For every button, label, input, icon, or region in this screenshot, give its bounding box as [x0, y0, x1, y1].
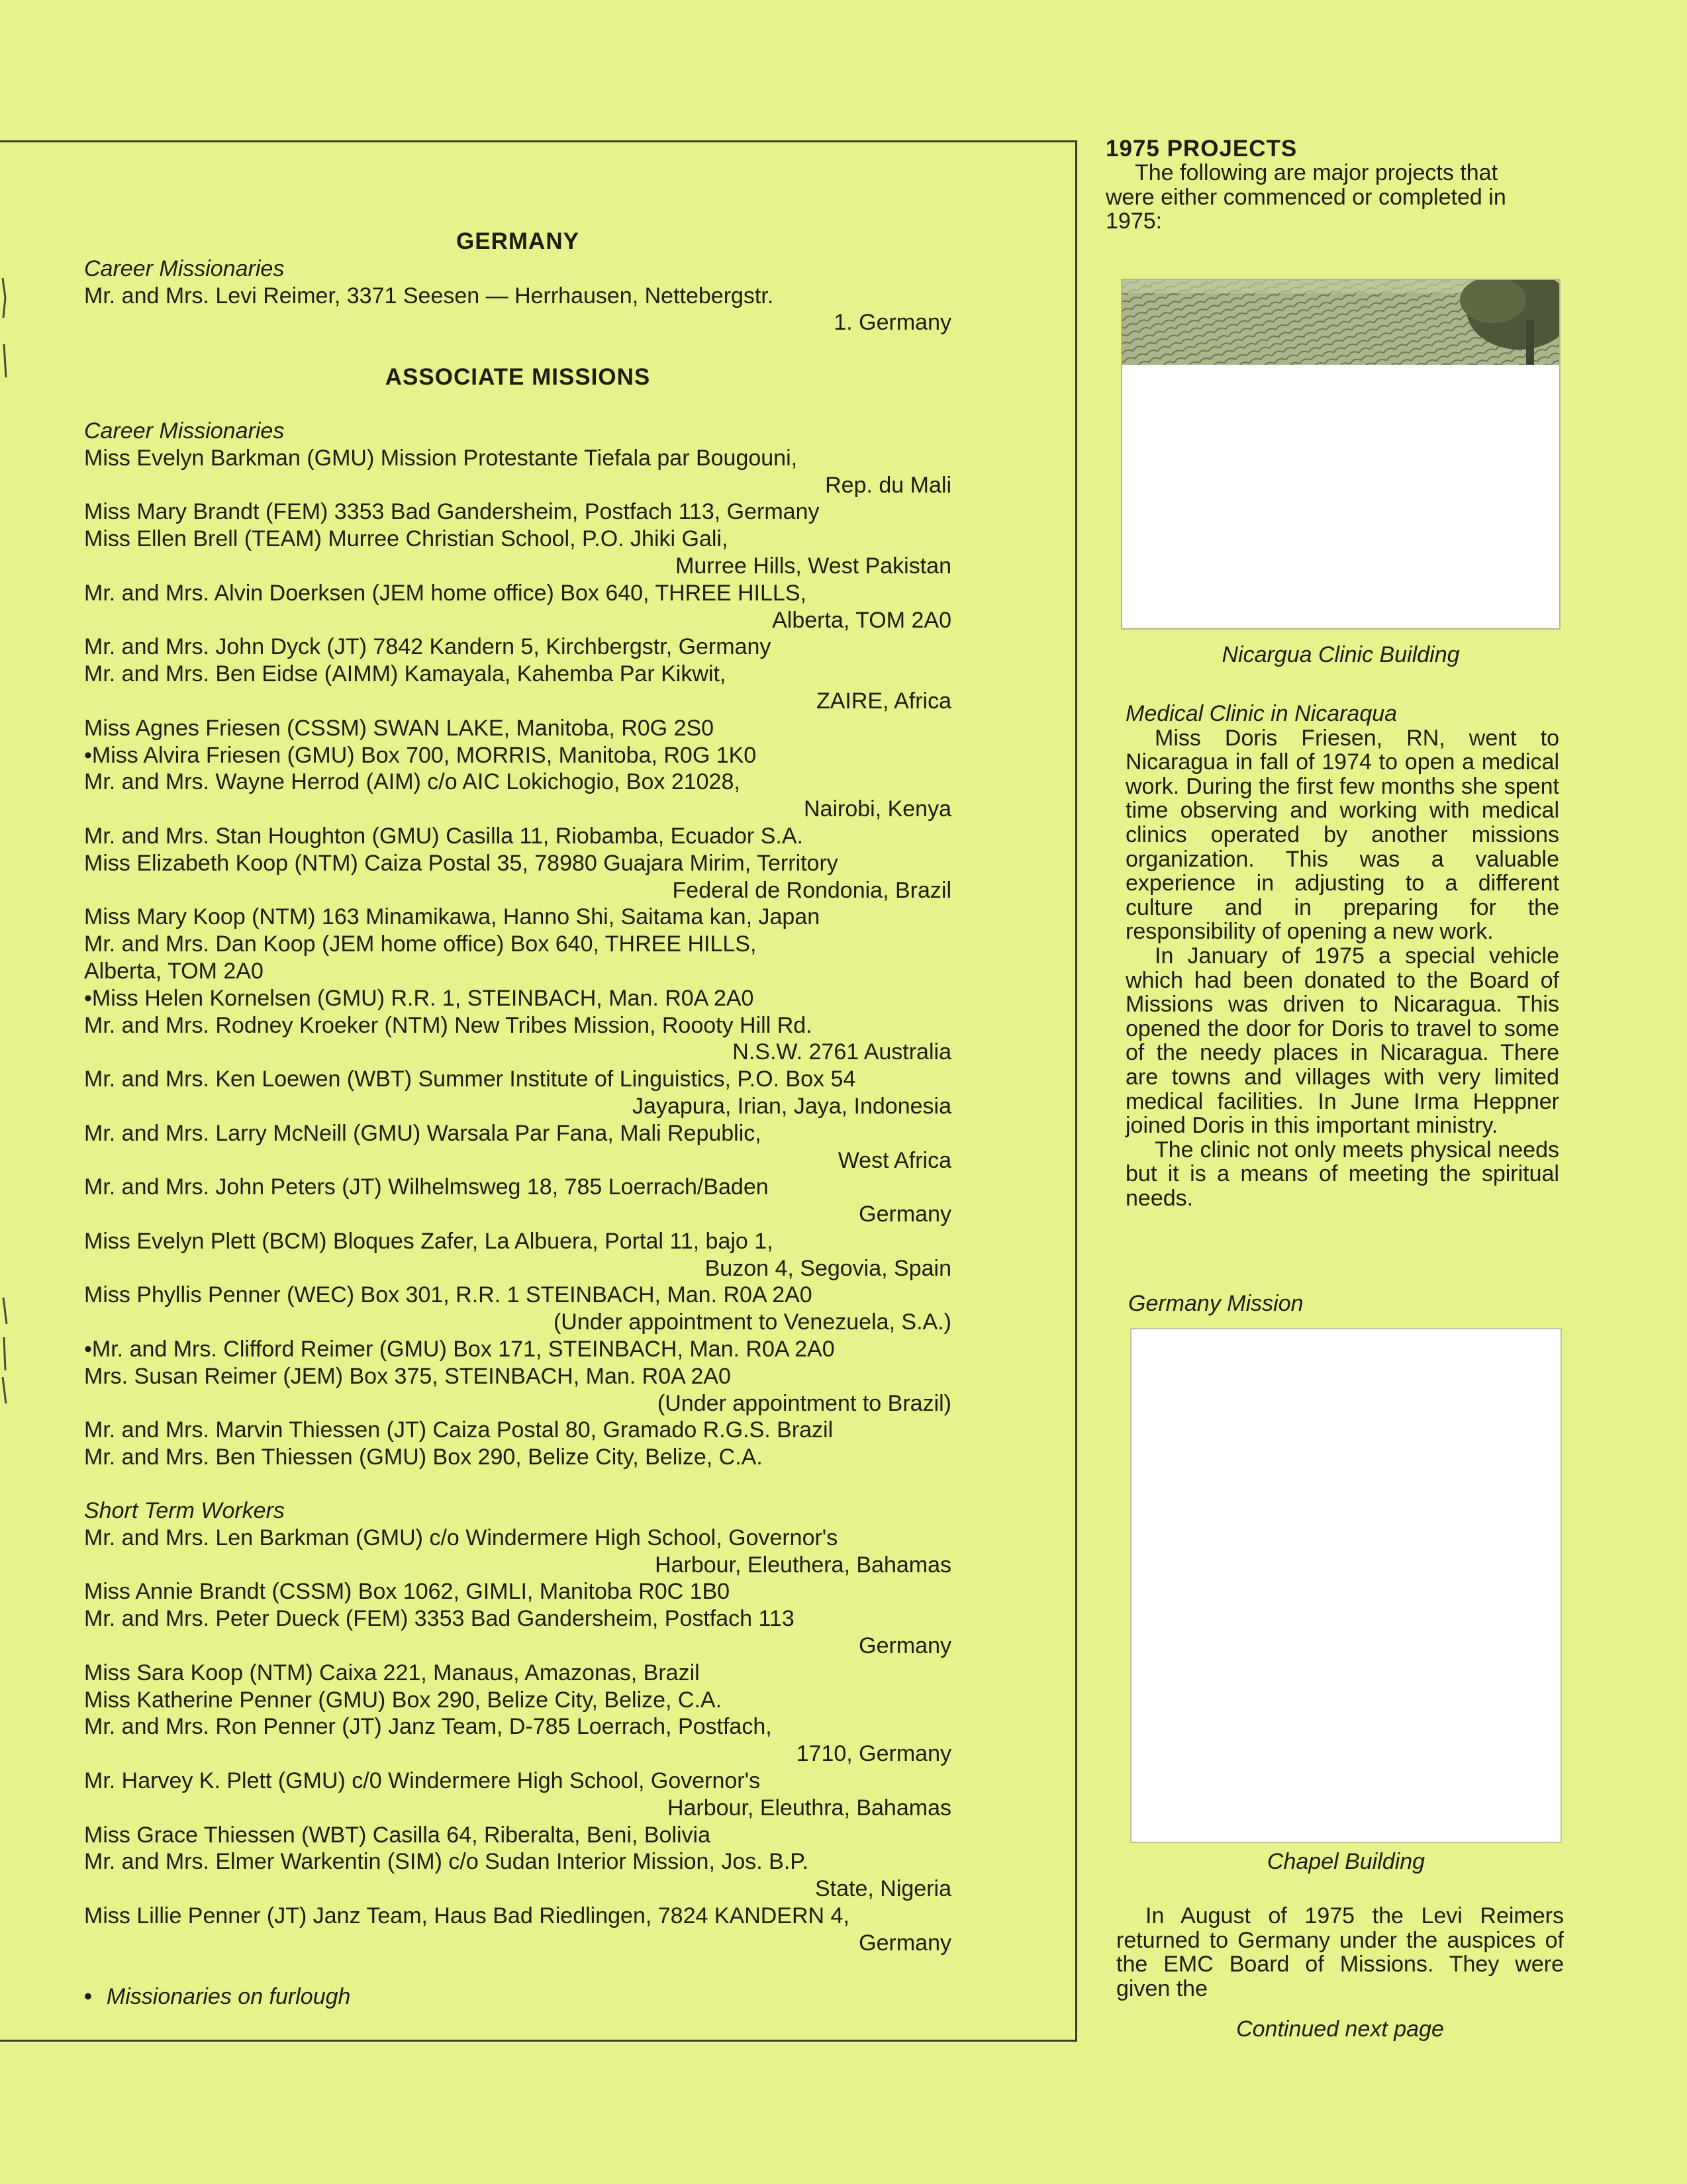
entry-continuation: Federal de Rondonia, Brazil: [672, 877, 951, 903]
entry-line: Mr. and Mrs. Len Barkman (GMU) c/o Windermere High School, Governor's: [84, 1525, 838, 1550]
germany-mission-paragraph: In August of 1975 the Levi Reimers returned to Germany under the auspices of the EMC Board of Missions. They were given the: [1116, 1903, 1564, 2001]
clinic-paragraph-3: The clinic not only meets physical needs but it is a means of meeting the spiritual needs.: [1126, 1137, 1559, 1211]
directory-entry: [84, 499, 951, 526]
entry-continuation: 1. Germany: [834, 310, 951, 336]
entry-continuation: Germany: [859, 1202, 951, 1227]
entry-line: Mr. and Mrs. Wayne Herrod (AIM) c/o AIC Lokichogio, Box 21028,: [84, 769, 740, 795]
entry-line: Miss Evelyn Plett (BCM) Bloques Zafer, La Albuera, Portal 11, bajo 1,: [84, 1228, 773, 1254]
entry-line: •Mr. and Mrs. Clifford Reimer (GMU) Box 171, STEINBACH, Man. R0A 2A0: [84, 1337, 835, 1362]
directory-entry: [84, 1687, 951, 1714]
entry-line: Miss Elizabeth Koop (NTM) Caiza Postal 35, 78980 Guajara Mirim, Territory: [84, 850, 838, 876]
entry-line: Mr. and Mrs. John Dyck (JT) 7842 Kandern 5, Kirchbergstr, Germany: [84, 634, 771, 660]
entry-line: Miss Phyllis Penner (WEC) Box 301, R.R. 1 STEINBACH, Man. R0A 2A0: [84, 1282, 812, 1308]
associate-heading: ASSOCIATE MISSIONS: [385, 364, 651, 391]
entry-line: Mr. and Mrs. Dan Koop (JEM home office) Box 640, THREE HILLS,: [84, 931, 757, 957]
directory-entry: [84, 904, 951, 931]
entry-line: Miss Grace Thiessen (WBT) Casilla 64, Riberalta, Beni, Bolivia: [84, 1822, 711, 1848]
entry-line: Mr. and Mrs. Ben Thiessen (GMU) Box 290, Belize City, Belize, C.A.: [84, 1445, 763, 1470]
clinic-photo: [1121, 279, 1561, 630]
directory-entry: [84, 1012, 951, 1067]
germany-heading: GERMANY: [456, 228, 579, 254]
directory-entry: [84, 1660, 951, 1687]
entry-line: Miss Lillie Penner (JT) Janz Team, Haus Bad Riedlingen, 7824 KANDERN 4,: [84, 1903, 849, 1929]
directory-entry: [84, 1444, 951, 1471]
entry-line: Mr. and Mrs. Ken Loewen (WBT) Summer Institute of Linguistics, P.O. Box 54: [84, 1067, 856, 1092]
entry-line: Miss Annie Brandt (CSSM) Box 1062, GIMLI, Manitoba R0C 1B0: [84, 1579, 730, 1605]
directory-entry: [84, 1822, 951, 1849]
entry-line: Mr. and Mrs. Elmer Warkentin (SIM) c/o Sudan Interior Mission, Jos. B.P.: [84, 1849, 809, 1875]
entry-line: Mr. and Mrs. Levi Reimer, 3371 Seesen — Herrhausen, Nettebergstr.: [84, 283, 774, 309]
scan-edge-mark-top: [0, 278, 9, 377]
directory-entry: [84, 931, 951, 985]
directory-entry: [84, 283, 951, 337]
directory-entry: [84, 823, 951, 850]
directory-entry: [84, 1228, 951, 1282]
projects-column: [1106, 136, 1569, 234]
directory-entry: [84, 1417, 951, 1444]
germany-list: [84, 283, 951, 337]
germany-mission-title: Germany Mission: [1128, 1291, 1304, 1316]
career-list: [84, 445, 951, 1471]
clinic-paragraph-2: In January of 1975 a special vehicle which had been donated to the Board of Missions was driven to Nicaragua. This opened the door for Doris to travel to some of the needy places in Nicaragua. There are towns and villages with very limited medical facilities. In June Irma Heppner joined Doris in this important ministry.: [1126, 943, 1559, 1139]
entry-continuation: Murree Hills, West Pakistan: [675, 553, 951, 579]
short-term-list: [84, 1525, 951, 1957]
footnote-text: Missionaries on furlough: [106, 1983, 351, 2009]
directory-entry: [84, 1903, 951, 1957]
furlough-footnote: [84, 1983, 951, 2011]
directory-entry: [84, 1848, 951, 1903]
germany-subheading: Career Missionaries: [84, 256, 285, 281]
entry-line: Mr. and Mrs. Ben Eidse (AIMM) Kamayala, Kahemba Par Kikwit,: [84, 661, 726, 687]
entry-continuation: ZAIRE, Africa: [816, 688, 951, 714]
entry-line: Miss Evelyn Barkman (GMU) Mission Protestante Tiefala par Bougouni,: [84, 445, 798, 471]
directory-entry: [84, 580, 951, 634]
missionary-directory: [84, 228, 951, 2010]
clinic-paragraph-1: Miss Doris Friesen, RN, went to Nicaragua in fall of 1974 to open a medical work. During the first few months she spent time observing and working with medical clinics operated by another missions organization. This was a valuable experience in adjusting to a different culture and in preparing for the responsibility of opening a new work.: [1126, 725, 1559, 945]
roof-tiles-graphic: [1122, 280, 1561, 366]
entry-line: Mr. and Mrs. Rodney Kroeker (NTM) New Tribes Mission, Roooty Hill Rd.: [84, 1012, 812, 1038]
footnote-mark: •: [84, 1983, 92, 2009]
entry-continuation: (Under appointment to Brazil): [657, 1390, 951, 1416]
directory-entry: [84, 742, 951, 769]
entry-continuation: Harbour, Eleuthra, Bahamas: [667, 1795, 951, 1821]
entry-line: Mr. Harvey K. Plett (GMU) c/0 Windermere High School, Governor's: [84, 1768, 761, 1794]
directory-entry: [84, 850, 951, 904]
entry-continuation: Alberta, TOM 2A0: [772, 607, 951, 633]
clinic-title: Medical Clinic in Nicaraqua: [1126, 701, 1398, 726]
entry-line: Miss Mary Koop (NTM) 163 Minamikawa, Hanno Shi, Saitama kan, Japan: [84, 904, 820, 930]
short-term-subheading: Short Term Workers: [84, 1498, 285, 1524]
entry-line: Mr. and Mrs. Peter Dueck (FEM) 3353 Bad Gandersheim, Postfach 113: [84, 1606, 795, 1632]
directory-entry: [84, 1336, 951, 1363]
clinic-photo-caption: Nicargua Clinic Building: [1222, 642, 1460, 667]
directory-entry: [84, 1768, 951, 1822]
chapel-photo: [1130, 1328, 1562, 1843]
entry-continuation: West Africa: [838, 1147, 951, 1173]
entry-line: Miss Agnes Friesen (CSSM) SWAN LAKE, Manitoba, R0G 2S0: [84, 715, 714, 741]
entry-line: Mr. and Mrs. Larry McNeill (GMU) Warsala Par Fana, Mali Republic,: [84, 1120, 761, 1146]
entry-continuation: 1710, Germany: [796, 1741, 951, 1767]
directory-entry: [84, 1066, 951, 1120]
entry-line: Mr. and Mrs. Stan Houghton (GMU) Casilla 11, Riobamba, Ecuador S.A.: [84, 823, 803, 849]
entry-continuation: State, Nigeria: [815, 1876, 951, 1902]
entry-continuation: Buzon 4, Segovia, Spain: [704, 1255, 951, 1281]
directory-entry: [84, 1282, 951, 1336]
directory-entry: [84, 1713, 951, 1768]
directory-entry: [84, 1174, 951, 1228]
entry-continuation: (Under appointment to Venezuela, S.A.): [553, 1309, 951, 1335]
directory-entry: [84, 769, 951, 823]
entry-continuation: Jayapura, Irian, Jaya, Indonesia: [632, 1093, 951, 1119]
scan-edge-mark-bottom: [0, 1298, 9, 1403]
entry-continuation: Rep. du Mali: [825, 472, 951, 498]
entry-continuation: N.S.W. 2761 Australia: [732, 1039, 951, 1065]
entry-line: Mr. and Mrs. John Peters (JT) Wilhelmsweg 18, 785 Loerrach/Baden: [84, 1174, 769, 1200]
entry-continuation: Nairobi, Kenya: [803, 796, 951, 822]
entry-line: •Miss Alvira Friesen (GMU) Box 700, MORRIS, Manitoba, R0G 1K0: [84, 742, 757, 768]
entry-line: Miss Ellen Brell (TEAM) Murree Christian School, P.O. Jhiki Gali,: [84, 526, 728, 552]
entry-line: Miss Sara Koop (NTM) Caixa 221, Manaus, Amazonas, Brazil: [84, 1660, 700, 1685]
directory-entry: [84, 526, 951, 580]
projects-intro: The following are major projects that were either commenced or completed in 1975:: [1106, 160, 1506, 234]
entry-continuation: Harbour, Eleuthera, Bahamas: [655, 1552, 951, 1578]
entry-continuation: Germany: [859, 1633, 951, 1659]
directory-entry: [84, 715, 951, 742]
directory-entry: [84, 1363, 951, 1417]
directory-entry: [84, 1605, 951, 1660]
entry-line: Mr. and Mrs. Alvin Doerksen (JEM home office) Box 640, THREE HILLS,: [84, 580, 806, 606]
entry-line: Mrs. Susan Reimer (JEM) Box 375, STEINBACH, Man. R0A 2A0: [84, 1363, 731, 1389]
entry-continuation: Germany: [859, 1930, 951, 1956]
entry-continuation: Alberta, TOM 2A0: [84, 958, 264, 984]
directory-entry: [84, 1525, 951, 1579]
directory-entry: [84, 661, 951, 715]
clinic-article: [1126, 702, 1559, 1210]
directory-entry: [84, 1120, 951, 1174]
directory-entry: [84, 1578, 951, 1605]
directory-entry: [84, 634, 951, 661]
directory-entry: [84, 445, 951, 499]
entry-line: Miss Mary Brandt (FEM) 3353 Bad Gandersheim, Postfach 113, Germany: [84, 499, 820, 525]
entry-line: Miss Katherine Penner (GMU) Box 290, Belize City, Belize, C.A.: [84, 1687, 722, 1713]
entry-line: •Miss Helen Kornelsen (GMU) R.R. 1, STEINBACH, Man. R0A 2A0: [84, 985, 754, 1011]
projects-heading: 1975 PROJECTS: [1106, 136, 1298, 162]
directory-entry: [84, 985, 951, 1012]
chapel-photo-caption: Chapel Building: [1267, 1849, 1425, 1874]
entry-line: Mr. and Mrs. Marvin Thiessen (JT) Caiza Postal 80, Gramado R.G.S. Brazil: [84, 1417, 834, 1443]
entry-line: Mr. and Mrs. Ron Penner (JT) Janz Team, D-785 Loerrach, Postfach,: [84, 1714, 772, 1740]
career-subheading: Career Missionaries: [84, 418, 285, 444]
continued-note: Continued next page: [1236, 2017, 1444, 2042]
